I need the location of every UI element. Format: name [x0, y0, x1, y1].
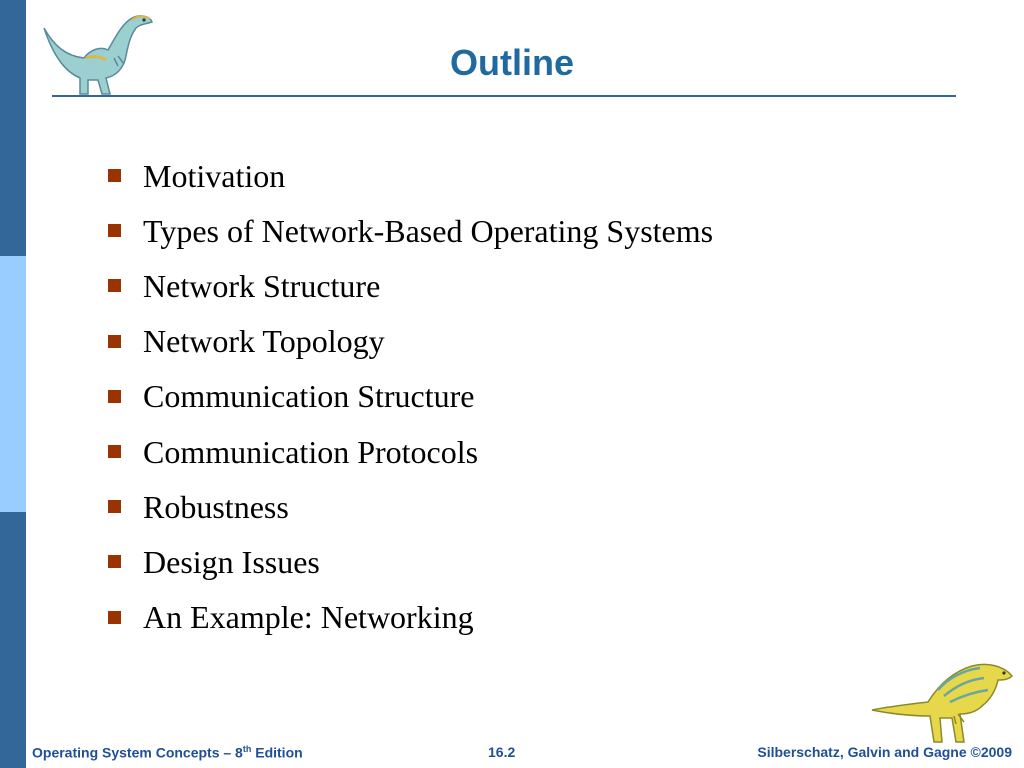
- square-bullet-icon: [108, 445, 121, 458]
- list-item-text: Motivation: [143, 157, 286, 194]
- footer-book-prefix: Operating System Concepts – 8: [32, 744, 243, 761]
- square-bullet-icon: [108, 500, 121, 513]
- list-item: [104, 590, 713, 645]
- square-bullet-icon: [108, 611, 121, 624]
- sidebar-segment-bottom: [0, 512, 26, 768]
- outline-list: [104, 148, 713, 645]
- list-item-text: Communication Structure: [143, 378, 475, 415]
- sidebar-segment-middle: [0, 256, 26, 512]
- list-item: [104, 534, 713, 589]
- footer-copyright: Silberschatz, Galvin and Gagne ©2009: [757, 744, 1012, 760]
- footer-book-suffix: Edition: [251, 744, 303, 761]
- list-item: [104, 424, 713, 479]
- list-item-text: An Example: Networking: [143, 599, 474, 636]
- sidebar-segment-top: [0, 0, 26, 256]
- list-item-text: Robustness: [143, 488, 289, 525]
- dinosaur-icon: [868, 656, 1018, 752]
- list-item: [104, 148, 713, 203]
- list-item: [104, 369, 713, 424]
- list-item-text: Network Structure: [143, 267, 381, 304]
- square-bullet-icon: [108, 335, 121, 348]
- list-item-text: Network Topology: [143, 323, 385, 360]
- list-item: [104, 258, 713, 313]
- footer-page-number: 16.2: [488, 744, 516, 760]
- title-divider: [52, 95, 956, 97]
- list-item-text: Communication Protocols: [143, 433, 479, 470]
- list-item: [104, 203, 713, 258]
- square-bullet-icon: [108, 169, 121, 182]
- square-bullet-icon: [108, 390, 121, 403]
- list-item: [104, 479, 713, 534]
- footer-book-superscript: th: [242, 744, 252, 754]
- left-sidebar-bar: [0, 0, 26, 768]
- list-item-text: Design Issues: [143, 543, 320, 580]
- list-item-text: Types of Network-Based Operating Systems: [143, 212, 714, 249]
- footer-book-title: [32, 744, 303, 761]
- square-bullet-icon: [108, 555, 121, 568]
- square-bullet-icon: [108, 279, 121, 292]
- list-item: [104, 314, 713, 369]
- slide-title: Outline: [450, 42, 574, 83]
- square-bullet-icon: [108, 224, 121, 237]
